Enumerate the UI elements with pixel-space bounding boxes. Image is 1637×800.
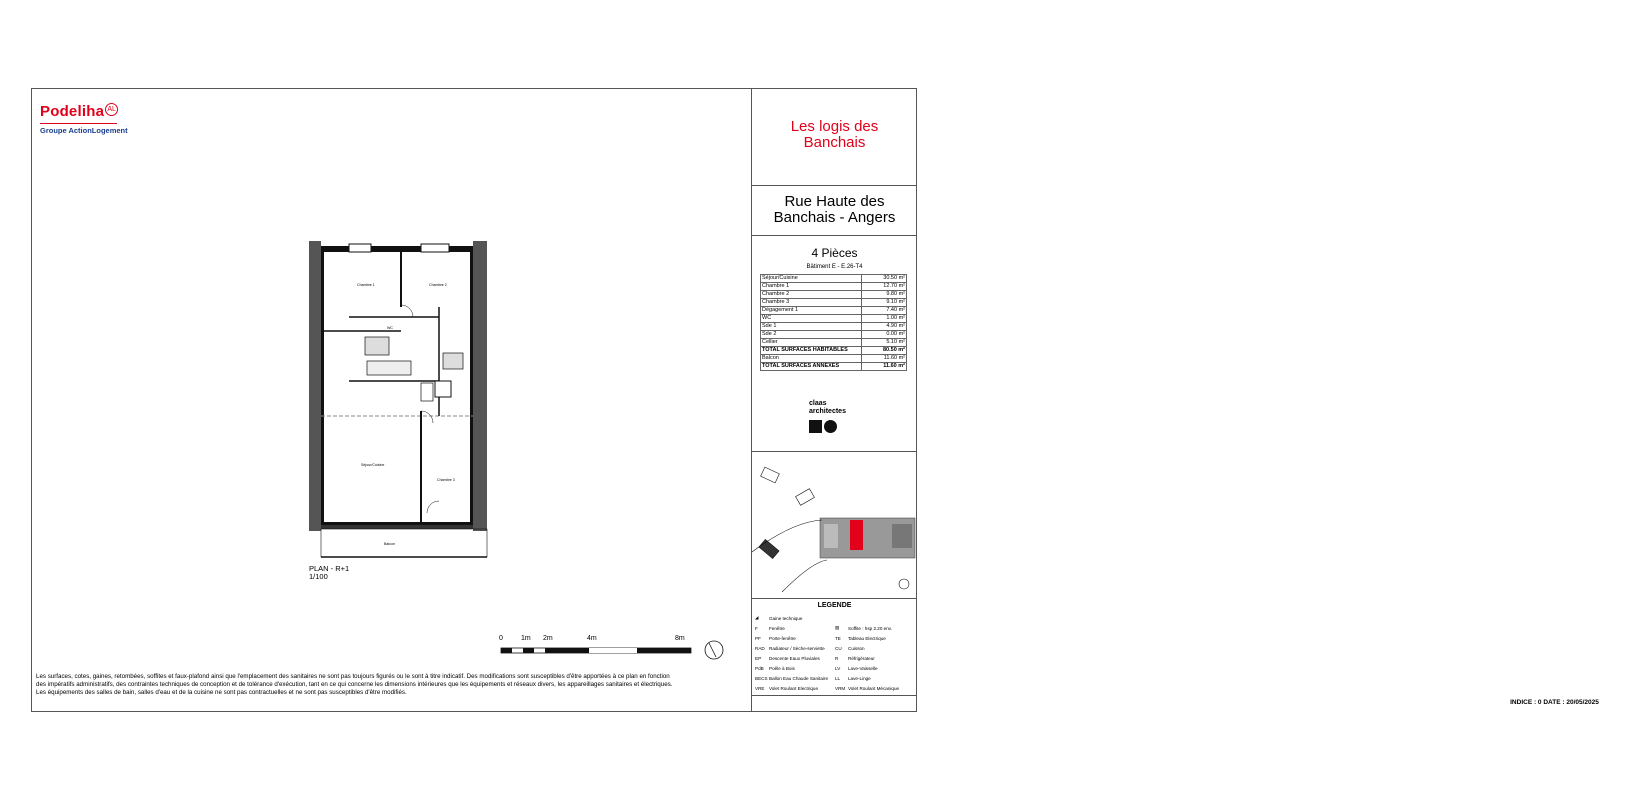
- scalebar-label: 1m: [521, 635, 531, 642]
- list-item: BECS Ballon Eau Chaude Sanitaire LL Lave-Linge: [755, 675, 871, 681]
- scalebar: [499, 647, 695, 655]
- table-row: Dégagement 1 7.40 m²: [762, 307, 905, 313]
- address-box: [752, 186, 917, 236]
- table-row: Chambre 2 9.80 m²: [762, 291, 905, 297]
- room-label-chambre3: Chambre 3: [437, 478, 455, 482]
- table-row: TOTAL SURFACES ANNEXES 11.60 m²: [762, 363, 905, 369]
- list-item: ◢ Gaine technique: [755, 615, 803, 621]
- logo-brand: Podeliha: [40, 103, 105, 120]
- floor-plan: [309, 241, 489, 559]
- scalebar-label: 0: [499, 635, 503, 642]
- logo-underline: [40, 123, 117, 124]
- logo-badge: AL: [105, 103, 118, 116]
- table-row: Balcon 11.60 m²: [762, 355, 905, 361]
- room-label-wc: WC: [387, 326, 393, 330]
- plan-sheet: [31, 88, 1599, 712]
- disclaimer: [36, 673, 744, 697]
- plan-balcony: [321, 529, 487, 557]
- scalebar-label: 8m: [675, 635, 685, 642]
- unit-box: [752, 236, 917, 452]
- title-block: [752, 89, 1599, 711]
- scalebar-label: 2m: [543, 635, 553, 642]
- project-address: [752, 194, 917, 226]
- list-item: EP Descente Eaux Pluviales R Réfrigérateur: [755, 655, 875, 661]
- table-row: Sde 1 4.90 m²: [762, 323, 905, 329]
- list-item: RAD Radiateur / Sèche-serviette CU Cuisson: [755, 645, 865, 651]
- list-item: F Fenêtre ▨ Soffite : hsp 2.20 env.: [755, 625, 893, 631]
- room-label-chambre1: Chambre 1: [357, 283, 375, 287]
- legend-box: [752, 599, 917, 696]
- podeliha-logo: [40, 103, 128, 135]
- table-row: Séjour/Cuisine 30.50 m²: [762, 275, 905, 281]
- list-item: VRE Volet Roulant Electrique VRM Volet Roulant Mécanique: [755, 685, 900, 691]
- disclaimer-line: Les surfaces, cotes, gaines, retombées, soffites et faux-plafond ainsi que l'emplacement des sanitaires ne sont pas toujours figurés ou le sont à titre indicatif. Des modifications sont susceptibles d'être apportées à ce plan en fonction: [36, 673, 670, 680]
- list-item: PdB Poêle à Bois LV Lave-Vaisselle: [755, 665, 878, 671]
- plan-left-wall: [309, 241, 321, 531]
- address-line2: Banchais - Angers: [773, 209, 896, 226]
- table-row: Chambre 1 12.70 m²: [762, 283, 905, 289]
- project-name-line1: Les logis des: [790, 118, 879, 135]
- list-item: PF Porte-fenêtre TE Tableau Electrique: [755, 635, 886, 641]
- legend-title: LEGENDE: [817, 602, 852, 609]
- architect-line1: claas: [809, 400, 827, 407]
- scalebar-labels: [499, 635, 699, 645]
- table-row: WC 1.00 m²: [762, 315, 905, 321]
- north-arrow-icon: [703, 639, 725, 661]
- site-plan: [752, 452, 917, 598]
- plan-scale: 1/100: [309, 572, 328, 581]
- architect-logo: [809, 400, 846, 433]
- table-row: TOTAL SURFACES HABITABLES 80.50 m²: [762, 347, 905, 353]
- site-north-icon: [899, 579, 909, 589]
- circle-icon: [824, 420, 837, 433]
- surface-table: [760, 274, 907, 371]
- room-label-sejour: Séjour/Cuisine: [361, 463, 385, 467]
- table-row: Cellier 5.10 m²: [762, 339, 905, 345]
- legend-list: [755, 613, 915, 693]
- project-box: [752, 89, 917, 186]
- site-plan-box: [752, 452, 917, 599]
- revision-footer: INDICE : 0 DATE : 20/05/2025: [1510, 699, 1599, 706]
- unit-rooms: 4 Pièces: [811, 246, 858, 260]
- disclaimer-line: des impératifs administratifs, des contraintes techniques de conception et de tolérance d'exécution, tant en ce qui concerne les dimensions intérieures que les équipements et réseaux divers, les appareillages sanitaires et électriques.: [36, 681, 673, 688]
- room-label-balcon: Balcon: [384, 542, 395, 546]
- logo-group: Groupe ActionLogement: [40, 126, 128, 135]
- table-row: Chambre 3 9.10 m²: [762, 299, 905, 305]
- plan-title: PLAN - R+1: [309, 564, 350, 573]
- address-line1: Rue Haute des: [784, 193, 885, 210]
- room-label-chambre2: Chambre 2: [429, 283, 447, 287]
- disclaimer-line: Les équipements des salles de bain, salles d'eau et de la cuisine ne sont pas contractuelles et ne sont pas susceptibles d'être modifiés.: [36, 689, 407, 696]
- unit-building: Bâtiment E - E.26-T4: [806, 264, 863, 270]
- plan-bottom-wall: [321, 525, 473, 529]
- architect-line2: architectes: [809, 408, 846, 415]
- square-icon: [809, 420, 822, 433]
- table-row: Sde 2 0.00 m²: [762, 331, 905, 337]
- project-name-line2: Banchais: [803, 134, 866, 151]
- plan-label: [309, 565, 349, 581]
- highlighted-building: [850, 520, 863, 550]
- plan-right-wall: [473, 241, 487, 531]
- project-name: [752, 119, 917, 151]
- scalebar-label: 4m: [587, 635, 597, 642]
